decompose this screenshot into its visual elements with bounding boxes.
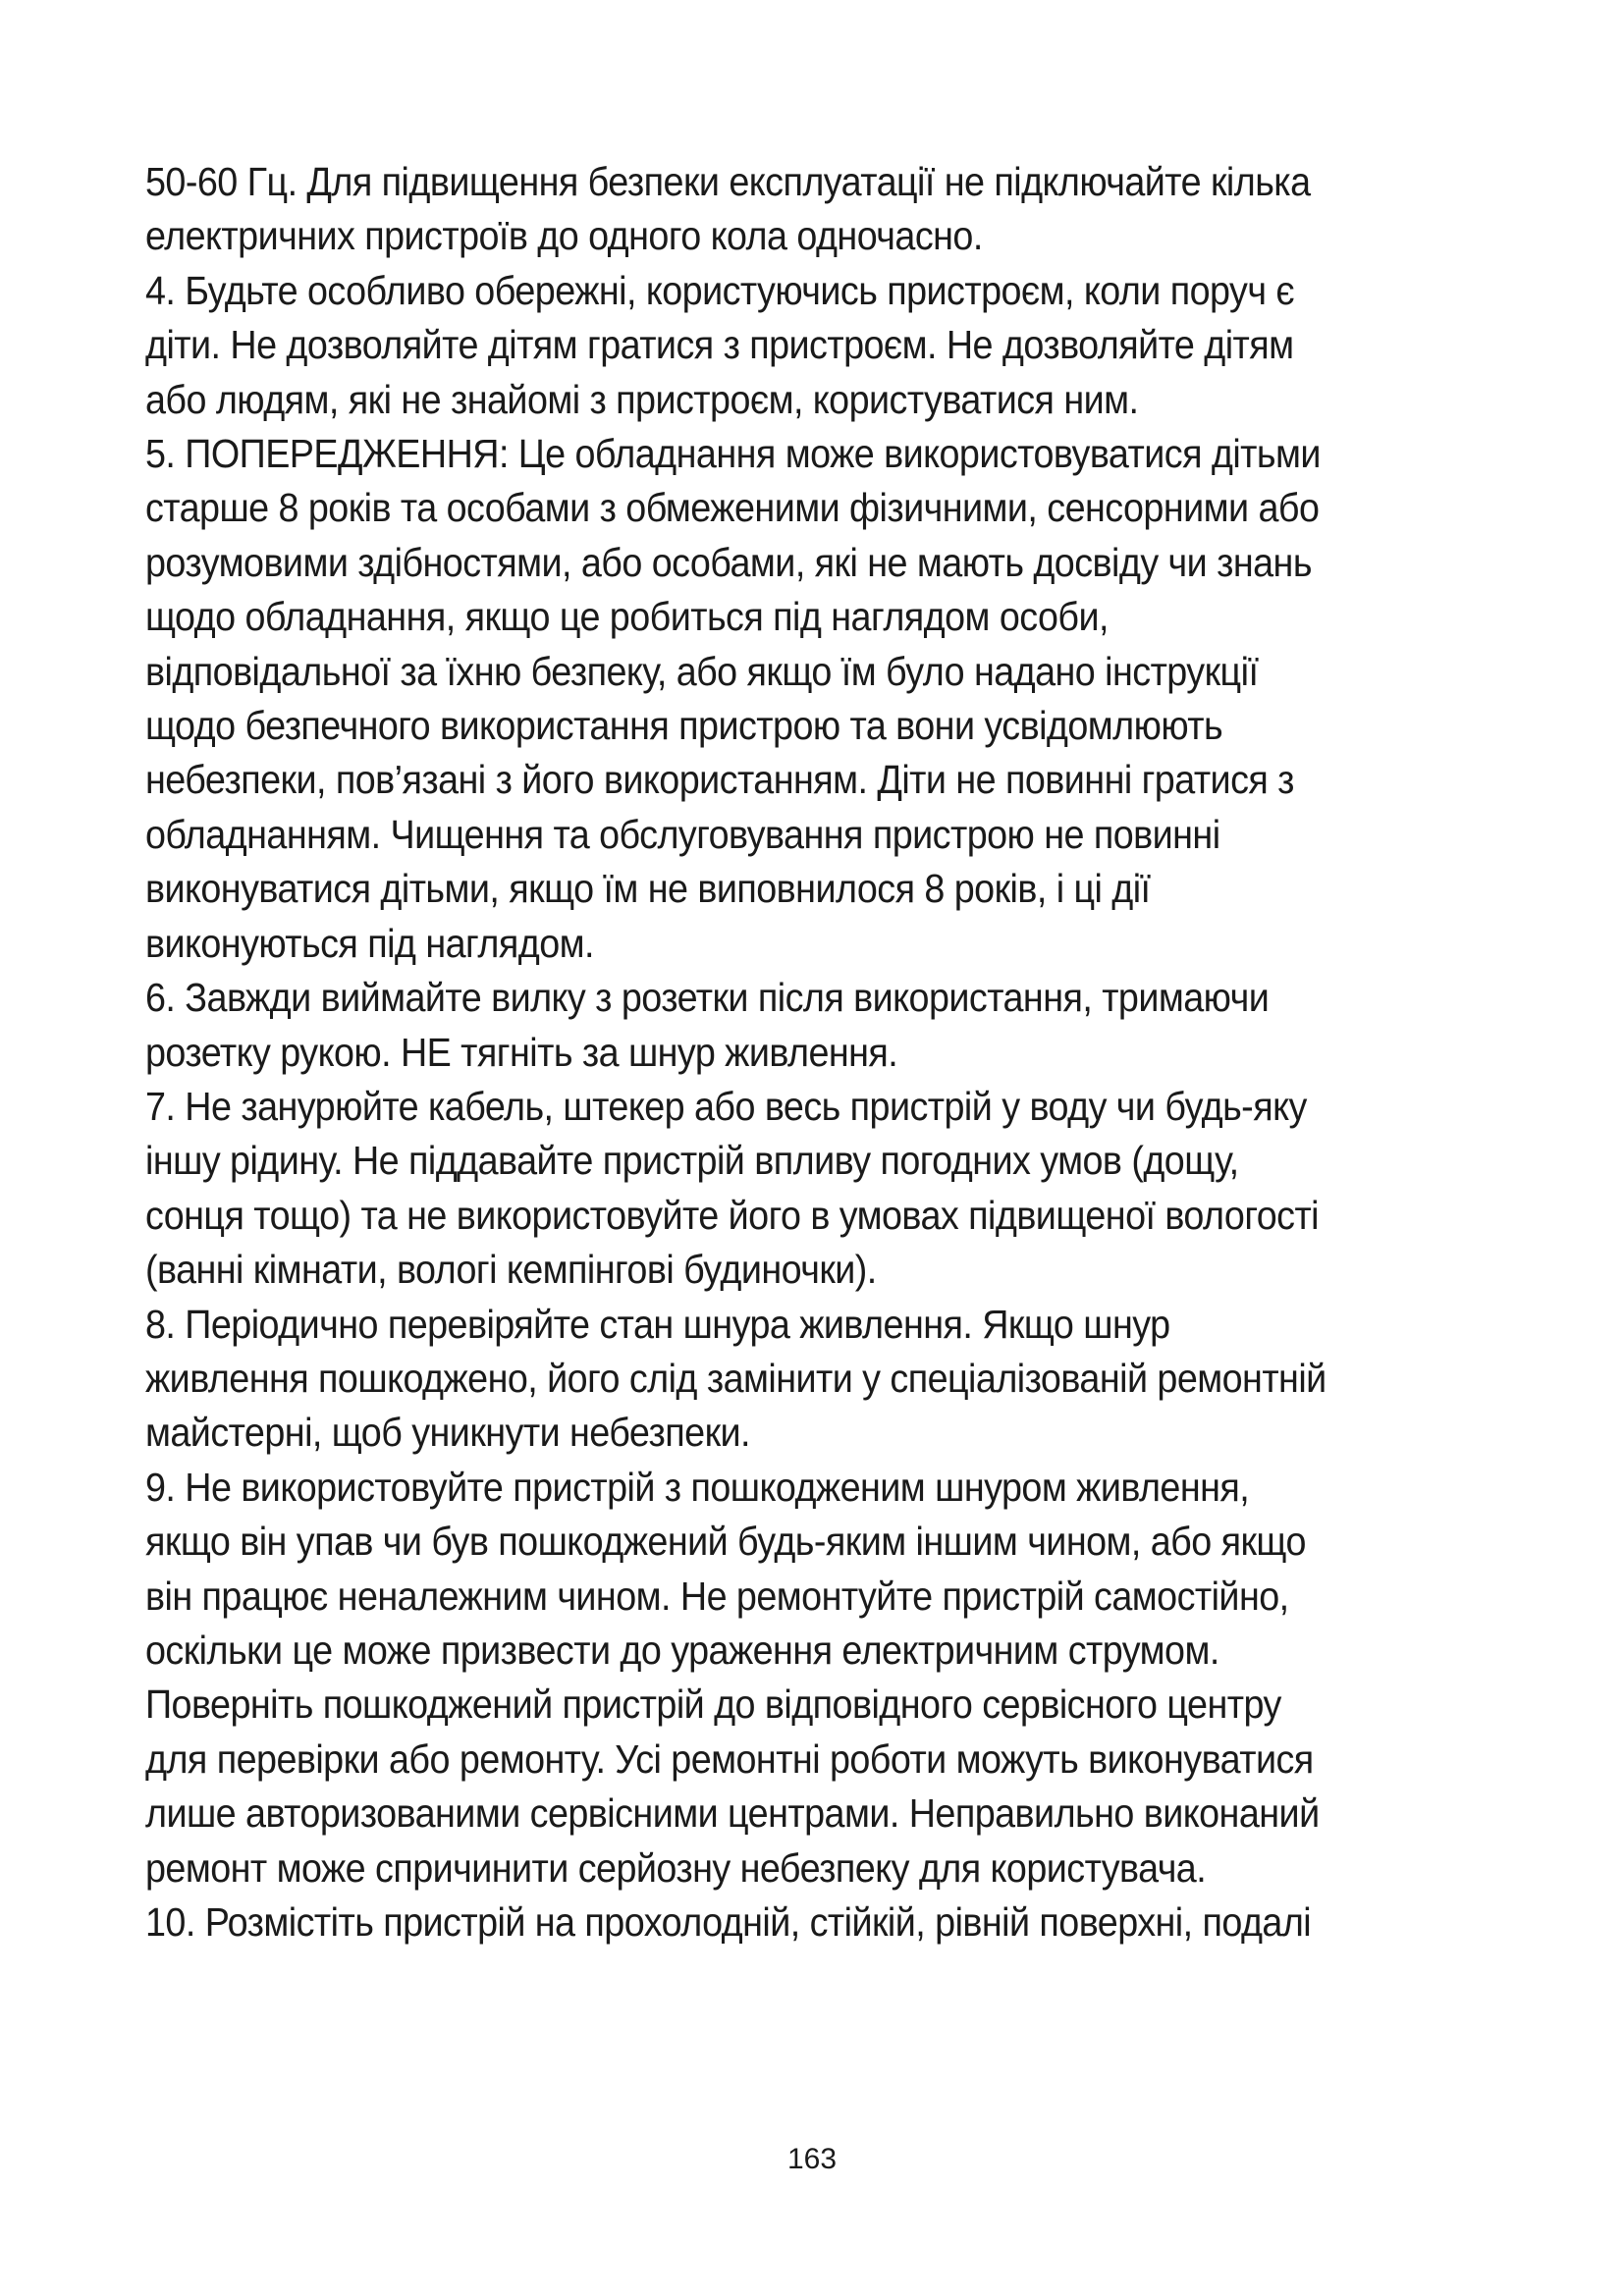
text-line: виконуватися дітьми, якщо їм не виповнилося 8 років, і ці дії — [145, 866, 1151, 912]
text-line: або людям, які не знайомі з пристроєм, користуватися ним. — [145, 376, 1139, 422]
text-line: відповідальної за їхню безпеку, або якщо їм було надано інструкції — [145, 648, 1259, 694]
text-line: 8. Періодично перевіряйте стан шнура живлення. Якщо шнур — [145, 1301, 1170, 1347]
text-line: 4. Будьте особливо обережні, користуючись пристроєм, коли поруч є — [145, 267, 1295, 313]
body-text — [145, 155, 1428, 1949]
text-line: 6. Завжди виймайте вилку з розетки після використання, тримаючи — [145, 975, 1270, 1021]
text-line: оскільки це може призвести до ураження електричним струмом. — [145, 1627, 1219, 1673]
text-line: (ванні кімнати, вологі кемпінгові будиночки). — [145, 1247, 877, 1293]
text-line: виконуються під наглядом. — [145, 920, 594, 966]
text-line: майстерні, щоб уникнути небезпеки. — [145, 1410, 750, 1456]
text-line: щодо обладнання, якщо це робиться під наглядом особи, — [145, 594, 1109, 640]
text-line: Поверніть пошкоджений пристрій до відповідного сервісного центру — [145, 1682, 1281, 1728]
text-line: для перевірки або ремонту. Усі ремонтні роботи можуть виконуватися — [145, 1735, 1314, 1782]
text-line: 7. Не занурюйте кабель, штекер або весь пристрій у воду чи будь-яку — [145, 1083, 1307, 1129]
text-line: розетку рукою. НЕ тягніть за шнур живлення. — [145, 1029, 898, 1075]
text-line: іншу рідину. Не піддавайте пристрій впливу погодних умов (дощу, — [145, 1138, 1239, 1184]
text-line: 50-60 Гц. Для підвищення безпеки експлуатації не підключайте кілька — [145, 159, 1311, 204]
text-line: розумовими здібностями, або особами, які не мають досвіду чи знань — [145, 539, 1312, 585]
text-line: щодо безпечного використання пристрою та вони усвідомлюють — [145, 703, 1223, 749]
text-line: він працює неналежним чином. Не ремонтуйте пристрій самостійно, — [145, 1573, 1289, 1619]
text-line: обладнанням. Чищення та обслуговування пристрою не повинні — [145, 811, 1220, 857]
text-line: діти. Не дозволяйте дітям гратися з пристроєм. Не дозволяйте дітям — [145, 322, 1294, 368]
text-line: якщо він упав чи був пошкоджений будь-яким іншим чином, або якщо — [145, 1519, 1306, 1565]
page-number: 163 — [786, 2143, 838, 2175]
text-line: 5. ПОПЕРЕДЖЕННЯ: Це обладнання може використовуватися дітьми — [145, 431, 1321, 477]
text-line: старше 8 років та особами з обмеженими фізичними, сенсорними або — [145, 485, 1320, 531]
text-line: ремонт може спричинити серйозну небезпеку для користувача. — [145, 1844, 1207, 1891]
text-line: 9. Не використовуйте пристрій з пошкодженим шнуром живлення, — [145, 1464, 1250, 1510]
text-line: електричних пристроїв до одного кола одночасно. — [145, 213, 983, 259]
text-line: живлення пошкоджено, його слід замінити у спеціалізованій ремонтній — [145, 1355, 1326, 1401]
text-line: 10. Розмістіть пристрій на прохолодній, стійкій, рівній поверхні, подалі — [145, 1899, 1312, 1945]
text-line: небезпеки, пов’язані з його використанням. Діти не повинні гратися з — [145, 757, 1294, 803]
text-line: лише авторизованими сервісними центрами. Неправильно виконаний — [145, 1790, 1320, 1837]
text-line: сонця тощо) та не використовуйте його в умовах підвищеної вологості — [145, 1192, 1320, 1238]
